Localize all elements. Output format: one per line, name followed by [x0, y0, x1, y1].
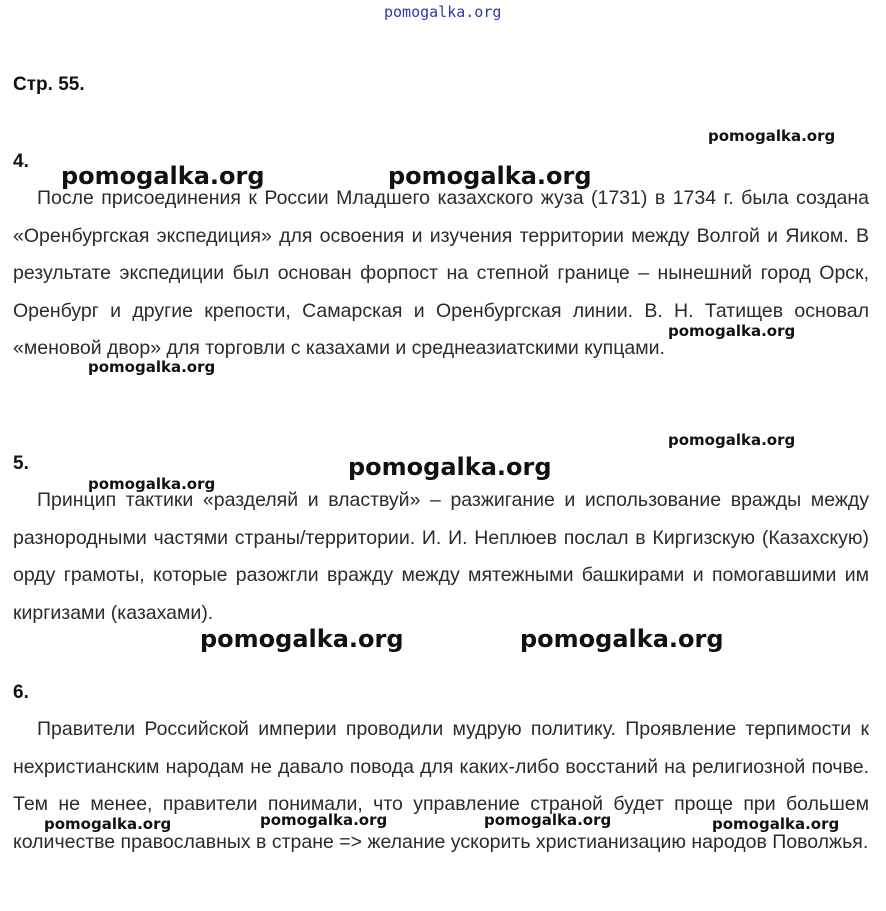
- watermark: pomogalka.org: [88, 358, 216, 376]
- watermark: pomogalka.org: [61, 162, 265, 190]
- watermark: pomogalka.org: [348, 453, 552, 481]
- watermark: pomogalka.org: [200, 625, 404, 653]
- section-6-text: Правители Российской империи проводили мудрую политику. Проявление терпимости к нехристианским народам не давало повода для каких-либо восстаний на религиозной почве. Тем не менее, правители понимали, что управление страной будет проще при большем количестве православных в стране => желание ускорить христианизацию народов Поволжья.: [13, 718, 869, 853]
- section-4-text: После присоединения к России Младшего казахского жуза (1731) в 1734 г. была создана «Оренбургская экспедиция» для освоения и изучения территории между Волгой и Яиком. В результате экспедиции был основан форпост на степной границе – нынешний город Орск, Оренбург и другие крепости, Самарская и Оренбургская линии. В. Н. Татищев основал «меновой двор» для торговли с казахами и среднеазиатскими купцами.: [13, 187, 869, 359]
- section-6-number: 6.: [13, 682, 29, 703]
- watermark: pomogalka.org: [44, 815, 172, 833]
- watermark: pomogalka.org: [484, 811, 612, 829]
- watermark: pomogalka.org: [708, 127, 836, 145]
- watermark: pomogalka.org: [520, 625, 724, 653]
- watermark: pomogalka.org: [260, 811, 388, 829]
- watermark: pomogalka.org: [668, 431, 796, 449]
- watermark: pomogalka.org: [668, 322, 796, 340]
- watermark: pomogalka.org: [88, 475, 216, 493]
- watermark: pomogalka.org: [712, 815, 840, 833]
- watermark: pomogalka.org: [388, 162, 592, 190]
- section-4-number: 4.: [13, 151, 29, 172]
- section-5-number: 5.: [13, 453, 29, 474]
- page-title: Стр. 55.: [13, 74, 85, 95]
- watermark-top: pomogalka.org: [384, 3, 502, 21]
- section-5-text: Принцип тактики «разделяй и властвуй» – разжигание и использование вражды между разнородными частями страны/территории. И. И. Неплюев послал в Киргизскую (Казахскую) орду грамоты, которые разожгли вражду между мятежными башкирами и помогавшими им киргизами (казахами).: [13, 489, 869, 624]
